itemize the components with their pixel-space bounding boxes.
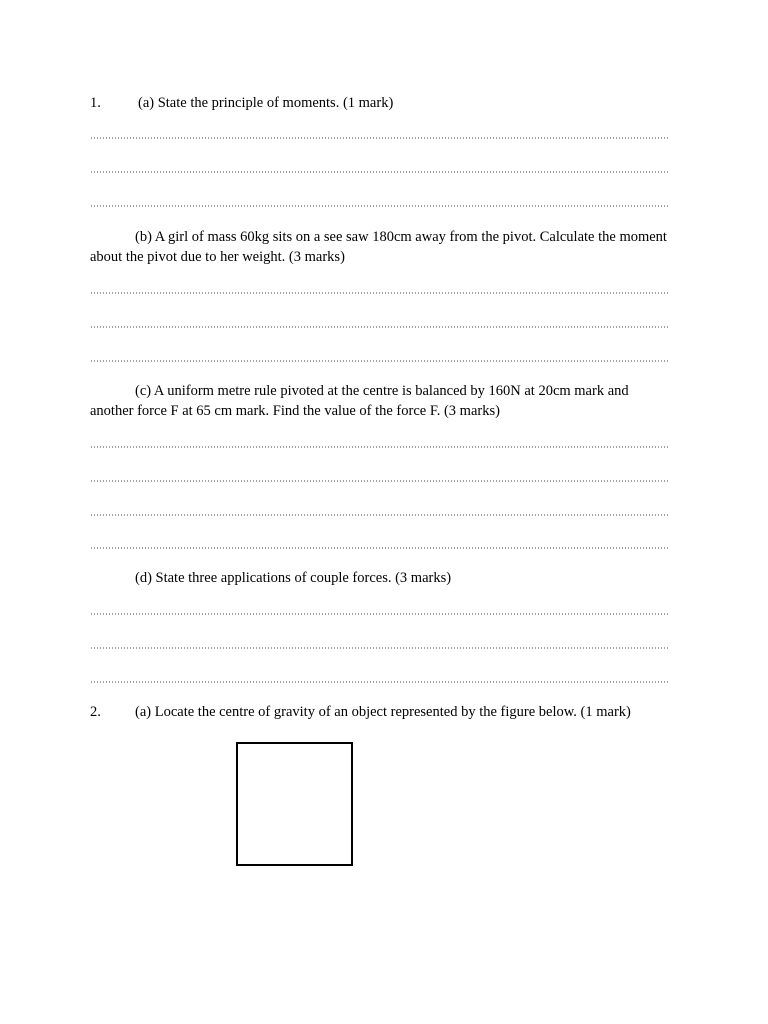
question-1-b-text: (b) A girl of mass 60kg sits on a see saw 180cm away from the pivot. Calculate the moment about the pivot due to her weight. (3 marks) (90, 229, 667, 265)
answer-line (90, 360, 668, 362)
question-1-a-text: (a) State the principle of moments. (1 mark) (138, 95, 394, 111)
answer-line (90, 137, 668, 139)
square-figure (236, 742, 353, 866)
question-2-number: 2. (90, 704, 101, 720)
answer-line (90, 326, 668, 328)
answer-line (90, 171, 668, 173)
answer-line (90, 446, 668, 448)
answer-line (90, 292, 668, 294)
answer-line (90, 613, 668, 615)
question-1-number: 1. (90, 95, 101, 111)
answer-line (90, 681, 668, 683)
answer-line (90, 514, 668, 516)
answer-line (90, 480, 668, 482)
question-1-c-text: (c) A uniform metre rule pivoted at the centre is balanced by 160N at 20cm mark and another force F at 65 cm mark. Find the value of the force F. (3 marks) (90, 383, 629, 419)
answer-line (90, 547, 668, 549)
question-2-a-text: (a) Locate the centre of gravity of an object represented by the figure below. (1 mark) (135, 704, 631, 720)
answer-line (90, 205, 668, 207)
question-1-d-text: (d) State three applications of couple forces. (3 marks) (135, 570, 452, 586)
answer-line (90, 647, 668, 649)
